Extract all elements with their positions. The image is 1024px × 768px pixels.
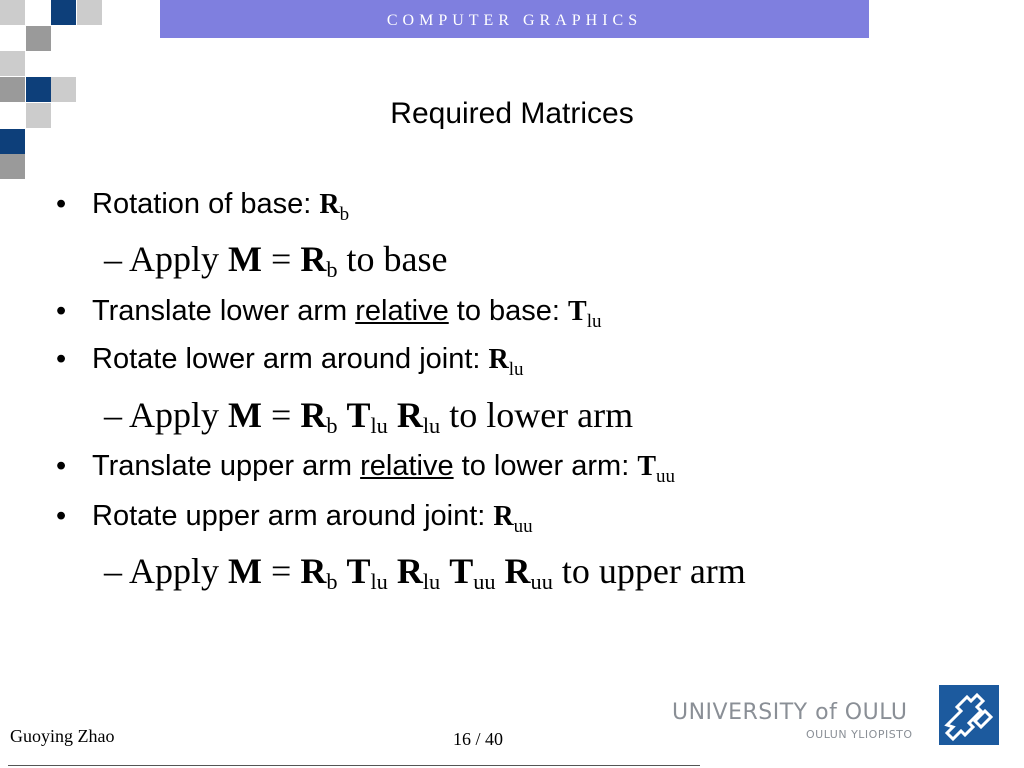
dash-marker: – — [104, 551, 122, 591]
page-number — [453, 729, 503, 750]
page-total: 40 — [485, 729, 504, 749]
matrix-symbol: R — [488, 344, 509, 375]
matrix-subscript: b — [326, 257, 338, 283]
bullet-marker: • — [56, 295, 67, 327]
bullet-translate-lower — [56, 295, 602, 333]
matrix-symbol: R — [493, 501, 514, 532]
bullet-rotate-lower — [56, 343, 524, 381]
matrix-subscript: lu — [422, 569, 441, 595]
matrix-subscript: uu — [513, 516, 533, 537]
matrix-subscript: lu — [422, 413, 441, 439]
bullet-marker: • — [56, 188, 67, 220]
underlined-word: relative — [355, 295, 449, 327]
matrix-symbol: R — [300, 395, 327, 435]
matrix-subscript: b — [326, 413, 338, 439]
slide-title: Required Matrices — [390, 97, 634, 130]
equals-sign: = — [271, 239, 292, 279]
matrix-subscript: lu — [586, 311, 602, 332]
matrix-subscript: lu — [370, 413, 388, 439]
bullet-marker: • — [56, 450, 67, 482]
bullet-translate-upper — [56, 450, 676, 488]
matrix-symbol: R — [396, 551, 423, 591]
page-current: 16 — [453, 729, 471, 749]
bullet-marker: • — [56, 500, 67, 532]
equals-sign: = — [271, 551, 292, 591]
footer-author: Guoying Zhao — [10, 726, 115, 746]
apply-word: Apply — [129, 551, 220, 591]
sub-bullet-apply-upper — [104, 550, 746, 595]
matrix-subscript: uu — [656, 466, 676, 487]
bullet-text: Rotate upper arm around joint: — [92, 500, 494, 532]
matrix-symbol: R — [319, 189, 340, 220]
page-separator: / — [475, 729, 481, 749]
bullet-text: to lower arm: — [453, 450, 638, 482]
matrix-symbol: T — [346, 551, 371, 591]
apply-word: Apply — [129, 395, 220, 435]
equals-sign: = — [271, 395, 292, 435]
matrix-symbol: R — [396, 395, 423, 435]
apply-word: Apply — [129, 239, 220, 279]
bullet-text: Rotate lower arm around joint: — [92, 343, 489, 375]
matrix-symbol: T — [449, 551, 474, 591]
university-logo-icon — [939, 685, 999, 745]
matrix-symbol: M — [228, 551, 262, 591]
matrix-symbol: M — [228, 395, 262, 435]
bullet-text: Rotation of base: — [92, 188, 320, 220]
matrix-symbol: R — [300, 239, 327, 279]
apply-target: to upper arm — [561, 551, 746, 591]
bullet-marker: • — [56, 343, 67, 375]
matrix-subscript: b — [339, 204, 350, 225]
apply-target: to lower arm — [449, 395, 634, 435]
matrix-symbol: R — [504, 551, 531, 591]
matrix-subscript: b — [326, 569, 338, 595]
matrix-symbol: R — [300, 551, 327, 591]
matrix-symbol: T — [346, 395, 371, 435]
matrix-symbol: T — [568, 296, 587, 327]
matrix-subscript: lu — [508, 359, 524, 380]
university-local-name: OULUN YLIOPISTO — [806, 728, 913, 741]
bullet-text: to base: — [448, 295, 569, 327]
apply-target: to base — [346, 239, 448, 279]
matrix-symbol: T — [637, 451, 657, 482]
matrix-subscript: uu — [530, 569, 553, 595]
dash-marker: – — [104, 239, 122, 279]
underlined-word: relative — [360, 450, 454, 482]
banner-title: COMPUTER GRAPHICS — [386, 12, 643, 29]
sub-bullet-apply-base — [104, 238, 447, 283]
footer-divider — [8, 765, 700, 766]
dash-marker: – — [104, 395, 122, 435]
matrix-subscript: uu — [473, 569, 496, 595]
bullet-text: Translate upper arm — [92, 450, 361, 482]
bullet-rotate-upper — [56, 500, 533, 538]
university-name: UNIVERSITY of OULU — [672, 700, 908, 725]
matrix-symbol: M — [228, 239, 262, 279]
sub-bullet-apply-lower — [104, 394, 633, 439]
matrix-subscript: lu — [370, 569, 388, 595]
bullet-text: Translate lower arm — [92, 295, 356, 327]
bullet-rotation-base — [56, 188, 350, 226]
